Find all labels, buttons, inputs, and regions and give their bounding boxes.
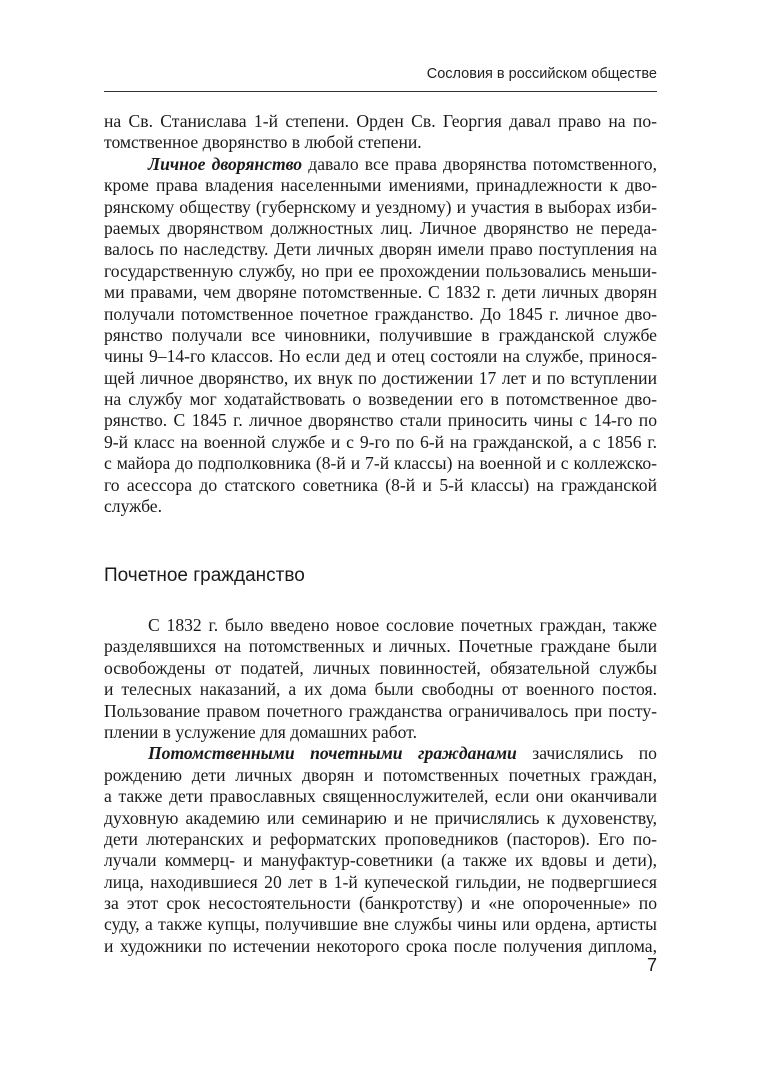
text-line bbox=[104, 197, 657, 218]
line-text: государственную службу, но при ее прохождении пользовались меньши- bbox=[104, 260, 657, 281]
text-line bbox=[104, 154, 657, 175]
text-line bbox=[104, 111, 657, 132]
text-line bbox=[104, 496, 657, 517]
line-text: Пользование правом почетного гражданства ограничивалось при посту- bbox=[104, 700, 657, 721]
line-text: валось по наследству. Дети личных дворян имели право поступления на bbox=[104, 239, 657, 260]
line-text: лучали коммерц- и мануфактур-советники (а также их вдовы и дети), bbox=[104, 850, 657, 871]
text-line bbox=[104, 872, 657, 893]
text-line bbox=[104, 743, 657, 764]
line-text: го асессора до статского советника (8-й и 5-й классы) на гражданской bbox=[104, 474, 657, 495]
text-line bbox=[104, 786, 657, 807]
text-line bbox=[104, 914, 657, 935]
emphasized-term: Потомственными почетными гражданами bbox=[148, 743, 517, 764]
line-text: за этот срок несостоятельности (банкротству) и «не опороченные» по bbox=[104, 893, 657, 914]
line-text: и телесных наказаний, а их дома были свободны от военного постоя. bbox=[104, 679, 657, 700]
text-line bbox=[104, 893, 657, 914]
line-text: с майора до подполковника (8-й и 7-й классы) на военной и с коллежско- bbox=[104, 453, 657, 474]
line-text: службе. bbox=[104, 496, 163, 517]
text-line bbox=[104, 453, 657, 474]
text-line bbox=[104, 304, 657, 325]
line-text: разделявшихся на потомственных и личных. Почетные граждане были bbox=[104, 636, 657, 657]
line-text: освобождены от податей, личных повинностей, обязательной службы bbox=[104, 657, 657, 678]
line-text: С 1832 г. было введено новое сословие почетных граждан, также bbox=[148, 615, 657, 635]
text-line bbox=[104, 765, 657, 786]
line-text: чины 9–14-го классов. Но если дед и отец состояли на службе, принося- bbox=[104, 346, 657, 367]
text-line bbox=[104, 636, 657, 657]
text-line bbox=[104, 679, 657, 700]
line-text: ми правами, чем дворяне потомственные. С 1832 г. дети личных дворян bbox=[104, 282, 657, 303]
text-line bbox=[104, 218, 657, 239]
running-head: Сословия в российском обществе bbox=[426, 66, 657, 82]
line-text: рождению дети личных дворян и потомственных почетных граждан, bbox=[104, 764, 657, 785]
text-block-honorary-citizenship bbox=[104, 615, 657, 957]
text-line bbox=[104, 368, 657, 389]
line-text: давало все права дворянства потомственного, bbox=[302, 153, 657, 174]
text-line bbox=[104, 850, 657, 871]
line-text: рянство получали все чиновники, получившие в гражданской службе bbox=[104, 324, 657, 345]
line-text: раемых дворянством должностных лиц. Личное дворянство не переда- bbox=[104, 217, 657, 238]
line-text: на Св. Станислава 1-й степени. Орден Св. Георгия давал право на по- bbox=[104, 111, 657, 131]
text-line bbox=[104, 615, 657, 636]
line-text: а также дети православных священнослужителей, если они оканчивали bbox=[104, 786, 657, 807]
line-text: рянскому обществу (губернскому и уездному) и участия в выборах изби- bbox=[104, 196, 657, 217]
text-line bbox=[104, 936, 657, 957]
text-line bbox=[104, 658, 657, 679]
line-text: плении в услужение для домашних работ. bbox=[104, 721, 417, 742]
line-text: получали потомственное почетное гражданство. До 1845 г. личное дво- bbox=[104, 303, 657, 324]
line-text: томственное дворянство в любой степени. bbox=[104, 132, 422, 153]
line-text: зачислялись по bbox=[516, 743, 657, 764]
page-number: 7 bbox=[646, 955, 657, 975]
text-line bbox=[104, 475, 657, 496]
line-text: духовную академию или семинарию и не причислялись к духовенству, bbox=[104, 807, 657, 828]
text-line bbox=[104, 282, 657, 303]
text-line bbox=[104, 829, 657, 850]
line-text: лица, находившиеся 20 лет в 1-й купеческой гильдии, не подвергшиеся bbox=[104, 871, 657, 892]
text-line bbox=[104, 432, 657, 453]
line-text: щей личное дворянство, их внук по достижении 17 лет и по вступлении bbox=[104, 367, 657, 388]
text-line bbox=[104, 701, 657, 722]
line-text: дети лютеранских и реформатских проповедников (пасторов). Его по- bbox=[104, 828, 657, 849]
section-heading: Почетное гражданство bbox=[104, 565, 305, 586]
line-text: 9-й класс на военной службе и с 9-го по 6-й на гражданской, а с 1856 г. bbox=[104, 431, 657, 452]
text-line bbox=[104, 261, 657, 282]
text-line bbox=[104, 410, 657, 431]
line-text: и художники по истечении некоторого срока после получения диплома, bbox=[104, 935, 657, 956]
text-line bbox=[104, 389, 657, 410]
line-text: суду, а также купцы, получившие вне службы чины или ордена, артисты bbox=[104, 914, 657, 935]
line-text: рянство. С 1845 г. личное дворянство стали приносить чины с 14-го по bbox=[104, 410, 657, 431]
text-line bbox=[104, 132, 657, 153]
emphasized-term: Личное дворянство bbox=[148, 153, 303, 174]
line-text: на службу мог ходатайствовать о возведении его в потомственное дво- bbox=[104, 389, 657, 410]
text-line bbox=[104, 722, 657, 743]
text-line bbox=[104, 175, 657, 196]
text-line bbox=[104, 325, 657, 346]
text-line bbox=[104, 346, 657, 367]
text-line bbox=[104, 808, 657, 829]
text-block-personal-nobility bbox=[104, 111, 657, 517]
line-text: кроме права владения населенными имениями, принадлежности к дво- bbox=[104, 175, 657, 196]
header-rule bbox=[104, 91, 657, 92]
text-line bbox=[104, 239, 657, 260]
